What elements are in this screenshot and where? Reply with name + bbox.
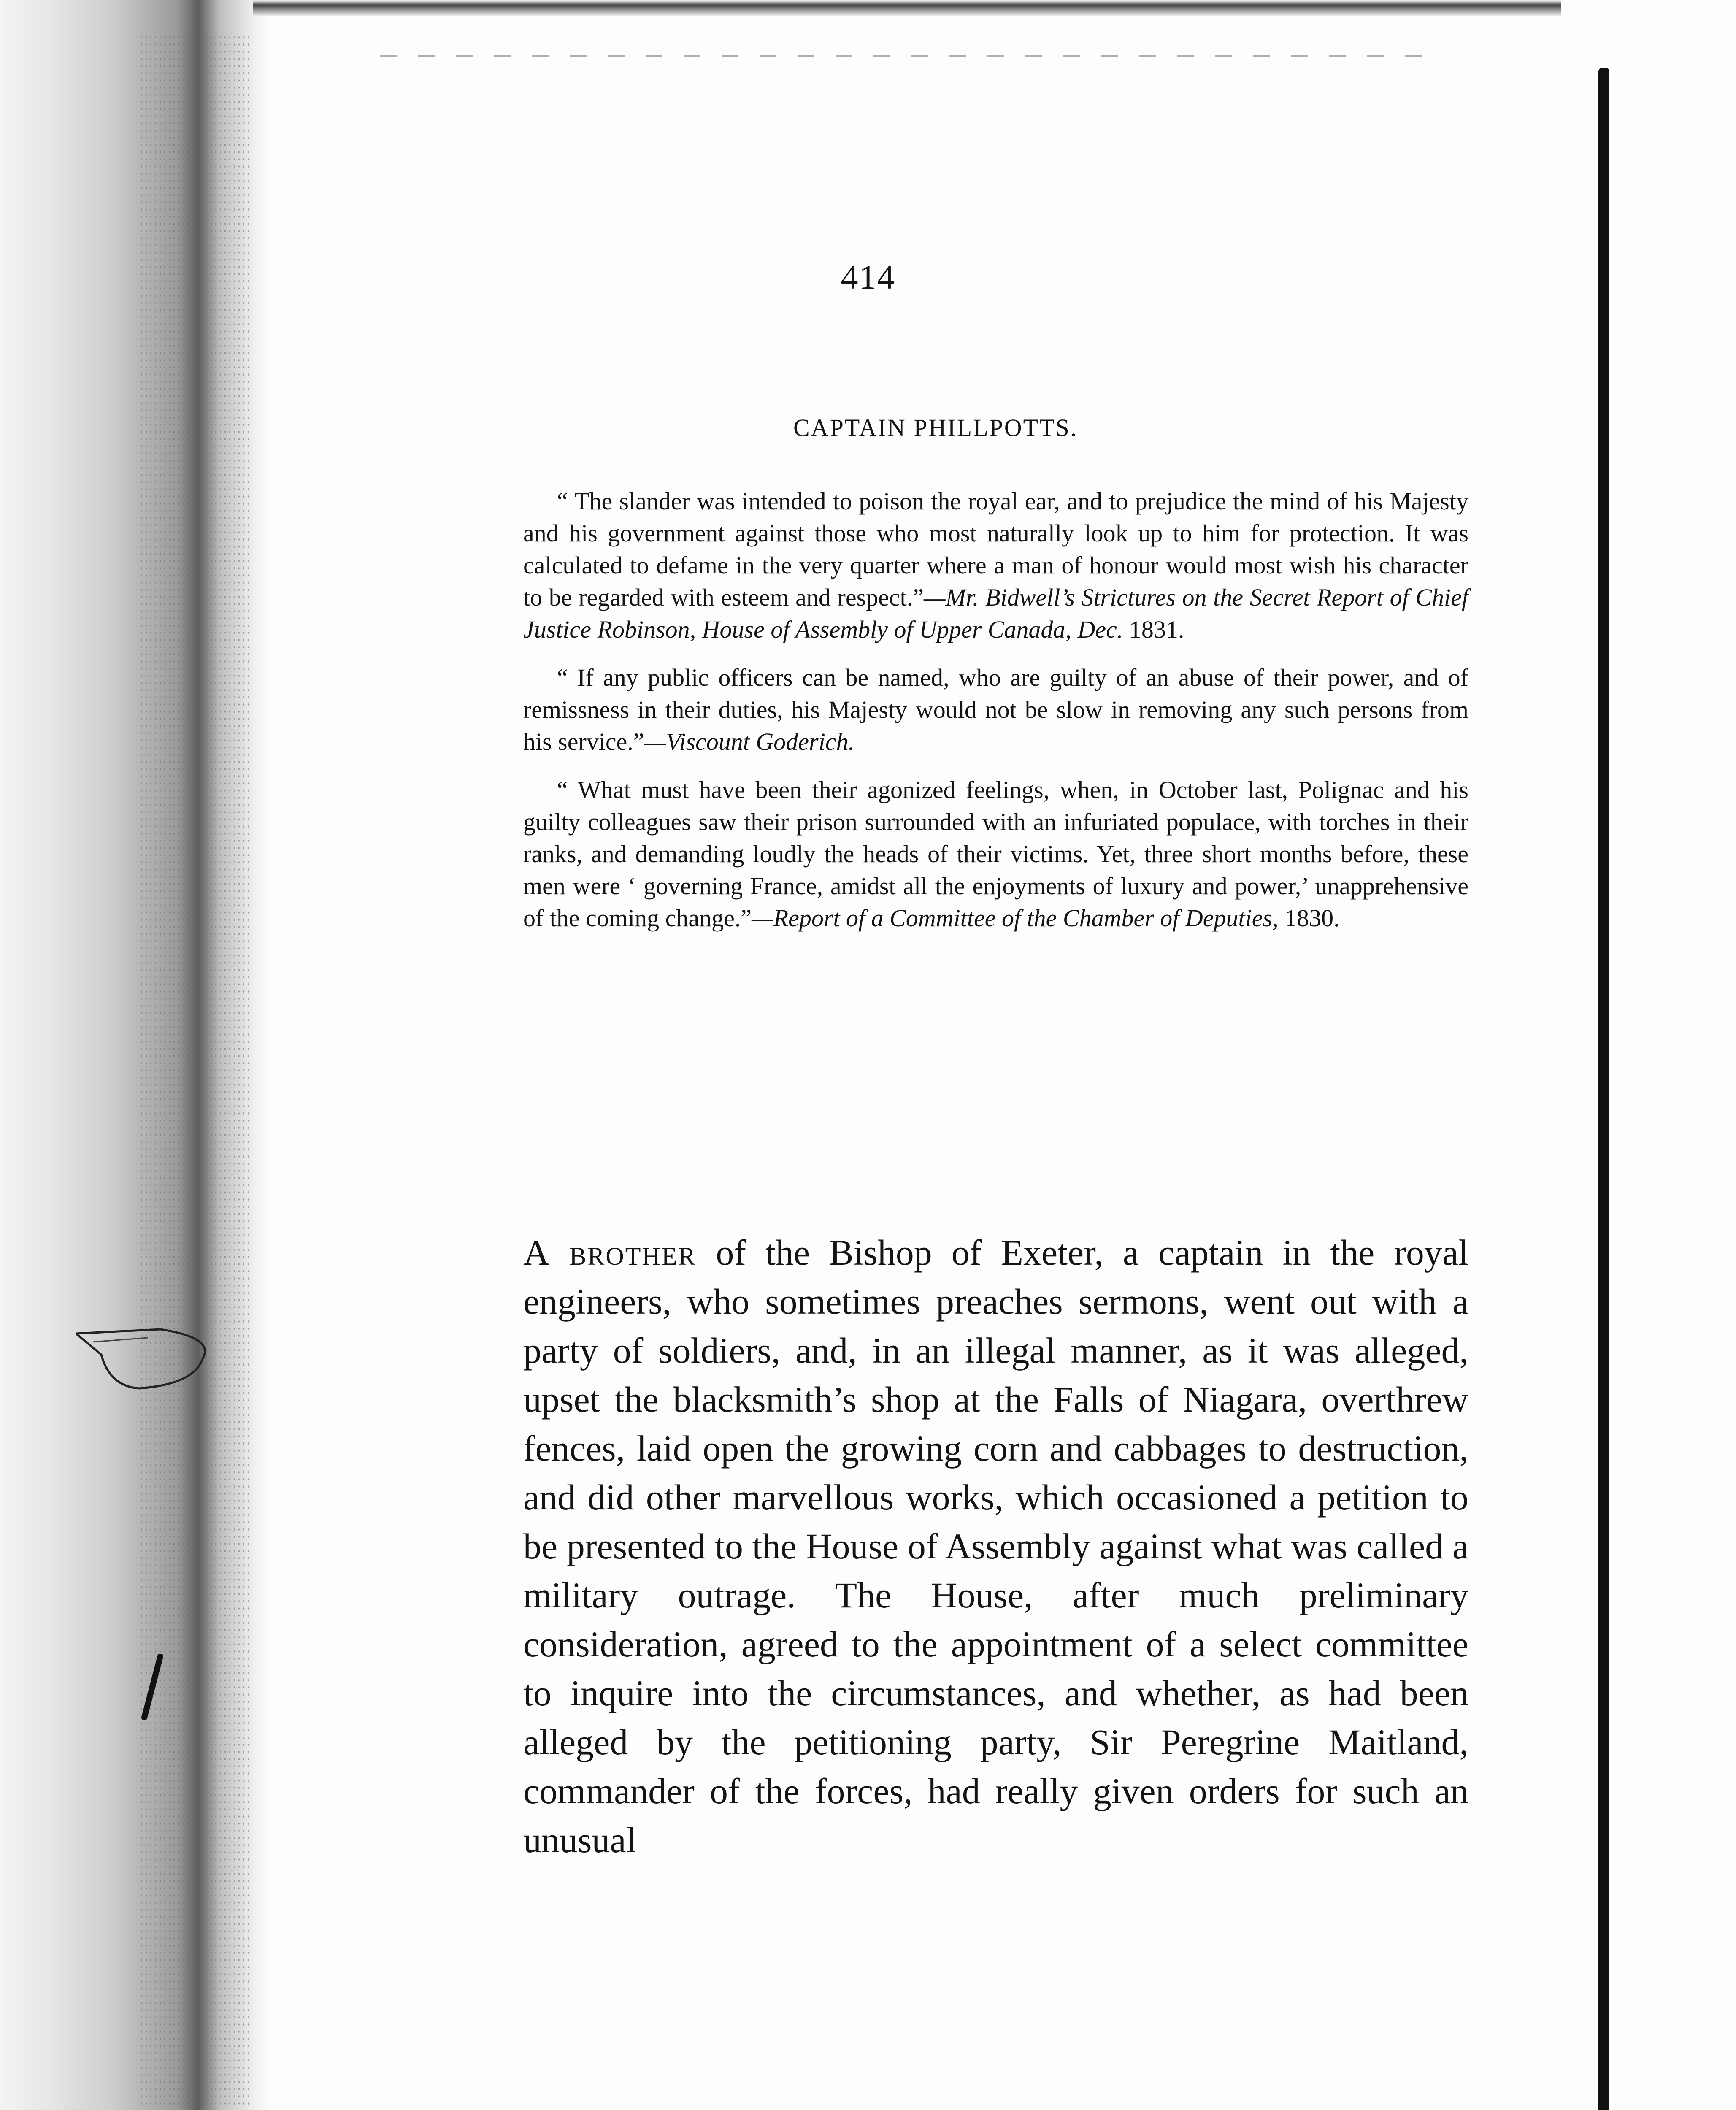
epigraph-source: —Viscount Goderich. bbox=[644, 728, 854, 755]
top-faint-rule bbox=[380, 55, 1435, 57]
epigraph-block bbox=[523, 485, 1468, 950]
body-text: of the Bishop of Exeter, a captain in the royal engineers, who sometimes preaches sermons, went out with a party of soldiers, and, in an illegal manner, as it was alleged, upset the blacksmith’s shop at the Falls of Niagara, overthrew fences, laid open the growing corn and cabbages to destruction, and did other marvellous works, which occasioned a petition to be presented to the House of Assembly against what was called a military outrage. The House, after much preliminary consideration, agreed to the appointment of a select committee to inquire into the circumstances, and whether, as had been alleged by the petitioning party, Sir Peregrine Maitland, commander of the forces, had really given orders for such an unusual bbox=[523, 1232, 1468, 1860]
epigraph-year: 1831. bbox=[1123, 616, 1184, 643]
epigraph-quote: “ What must have been their agonized feelings, when, in October last, Polignac and his guilty colleagues saw their prison surrounded with an infuriated populace, with torches in their ranks, and demanding loudly the heads of their victims. Yet, three short months before, these men were ‘ governing France, amidst all the enjoyments of luxury and power,’ unapprehensive of the coming change.” bbox=[523, 776, 1468, 932]
epigraph-chamber bbox=[523, 774, 1468, 934]
epigraph-year: 1830. bbox=[1278, 904, 1340, 932]
binding-speckle bbox=[139, 34, 249, 2110]
pencil-stroke-mark bbox=[139, 1654, 165, 1722]
epigraph-source: —Report of a Committee of the Chamber of Deputies, bbox=[752, 904, 1279, 932]
epigraph-bidwell bbox=[523, 485, 1468, 646]
epigraph-goderich bbox=[523, 662, 1468, 758]
section-title: CAPTAIN PHILLPOTTS. bbox=[793, 414, 1078, 441]
right-page-edge bbox=[1598, 68, 1609, 2110]
body-paragraph bbox=[523, 1228, 1468, 1864]
epigraph-quote: “ If any public officers can be named, who are guilty of an abuse of their power, and of remissness in their duties, his Majesty would not be slow in removing any such persons from his service.” bbox=[523, 664, 1468, 755]
page-number: 414 bbox=[841, 258, 895, 296]
body-lead-words: A brother bbox=[523, 1232, 697, 1273]
margin-tab-mark bbox=[76, 1312, 211, 1397]
epigraph-source: —Mr. Bidwell’s Strictures on the Secret Report of Chief Justice Robinson, House of Assembly of Upper Canada, Dec. bbox=[523, 584, 1469, 643]
top-edge-rule bbox=[253, 0, 1561, 17]
epigraph-quote: “ The slander was intended to poison the royal ear, and to prejudice the mind of his Majesty and his government against those who most naturally look up to him for protection. It was calculated to defame in the very quarter where a man of honour would most wish his character to be regarded with esteem and respect.” bbox=[523, 487, 1468, 611]
